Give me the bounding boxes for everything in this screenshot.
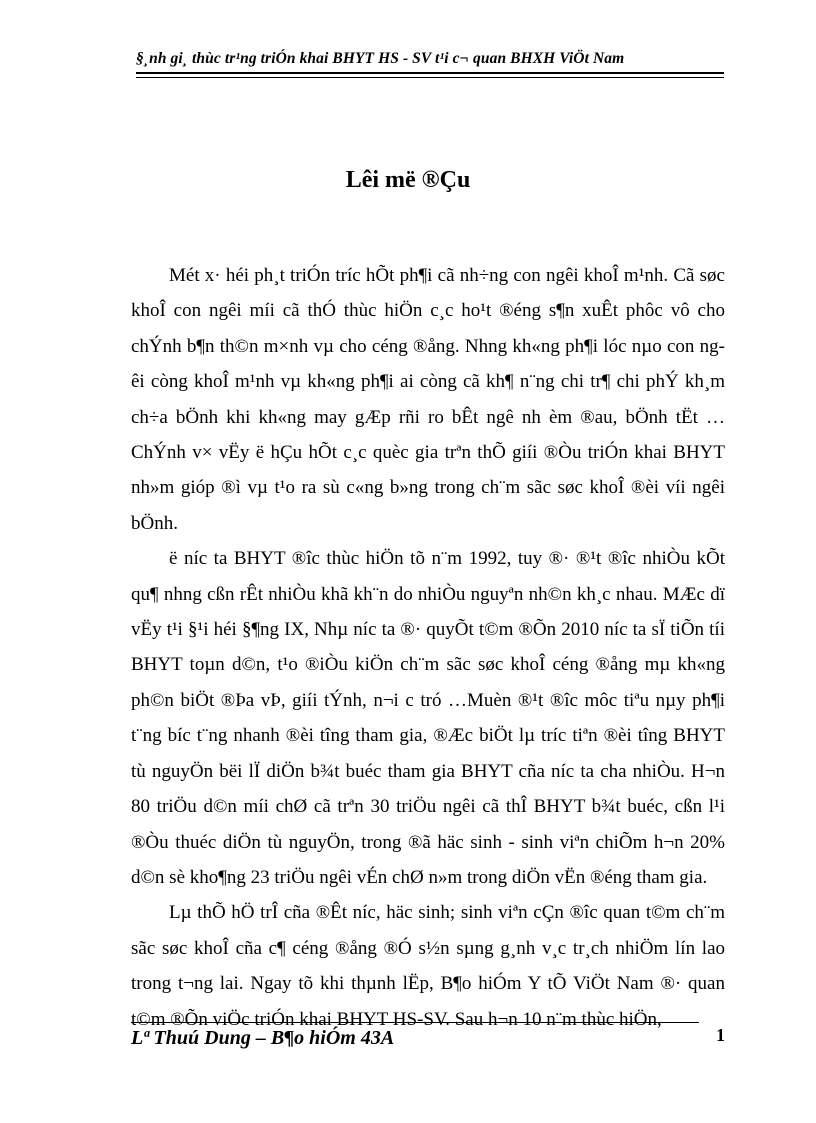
footer-author: Lª Thuú Dung – B¶o hiÓm 43A (131, 1027, 395, 1049)
paragraph: Mét x· héi ph¸t triÓn tríc hÕt ph¶i cã nh÷ng con ngêi khoÎ m¹nh. Cã søc khoÎ con ngêi míi cã thÓ thùc hiÖn c¸c ho¹t ®éng s¶n xuÊt phôc vô cho chÝnh b¶n th©n m×nh vµ cho céng ®ång. Nhng kh«ng ph¶i lóc nµo con ngêi còng khoÎ m¹nh vµ kh«ng ph¶i ai còng cã kh¶ n¨ng chi tr¶ chi phÝ kh¸m ch÷a bÖnh khi kh«ng may gÆp rñi ro bÊt ngê nh èm ®au, bÖnh tËt … ChÝnh v× vËy ë hÇu hÕt c¸c quèc gia trªn thÕ giíi ®Òu triÓn khai BHYT nh»m gióp ®ì vµ t¹o ra sù c«ng b»ng trong ch¨m sãc søc khoÎ ®èi víi ngêi bÖnh. (131, 265, 725, 534)
page-title: Lêi më ®Çu (345, 167, 471, 193)
header-rule (136, 72, 724, 74)
footer-rule (131, 1022, 699, 1023)
paragraph: Lµ thÕ hÖ trÎ cña ®Êt níc, häc sinh; sinh viªn cÇn ®îc quan t©m ch¨m sãc søc khoÎ cña c¶ céng ®ång ®Ó s½n sµng g¸nh v¸c tr¸ch nhiÖm lín lao trong t¬ng lai. Ngay tõ khi thµnh lËp, B¶o hiÓm Y tÕ ViÖt Nam ®· quan t©m ®Õn viÖc triÓn khai BHYT HS-SV. Sau h¬n 10 n¨m thùc hiÖn, (131, 902, 725, 1030)
page-number: 1 (716, 1025, 725, 1045)
body-text (131, 258, 725, 1037)
header-rule-thin (136, 77, 724, 78)
running-header: §¸nh gi¸ thùc tr¹ng triÓn khai BHYT HS - SV t¹i c¬ quan BHXH ViÖt Nam (136, 50, 625, 67)
paragraph: ë níc ta BHYT ®îc thùc hiÖn tõ n¨m 1992, tuy ®· ®¹t ®îc nhiÒu kÕt qu¶ nhng cßn rÊt nhiÒu khã kh¨n do nhiÒu nguyªn nh©n kh¸c nhau. MÆc dï vËy t¹i §¹i héi §¶ng IX, Nhµ níc ta ®· quyÕt t©m ®Õn 2010 níc ta sÏ tiÕn tíi BHYT toµn d©n, t¹o ®iÒu kiÖn ch¨m sãc søc khoÎ céng ®ång mµ kh«ng ph©n biÖt ®Þa vÞ, giíi tÝnh, n¬i c tró …Muèn ®¹t ®îc môc tiªu nµy ph¶i t¨ng bíc t¨ng nhanh ®èi tîng tham gia, ®Æc biÖt lµ tríc tiªn ®èi tîng BHYT tù nguyÖn bëi lÏ diÖn b¾t buéc tham gia BHYT cña níc ta cha nhiÒu. H¬n 80 triÖu d©n míi chØ cã trªn 30 triÖu ngêi cã thÎ BHYT b¾t buéc, cßn l¹i ®Òu thuéc diÖn tù nguyÖn, trong ®ã häc sinh - sinh viªn chiÕm h¬n 20% d©n sè kho¶ng 23 triÖu ngêi vÉn chØ n»m trong diÖn vËn ®éng tham gia. (131, 548, 725, 888)
